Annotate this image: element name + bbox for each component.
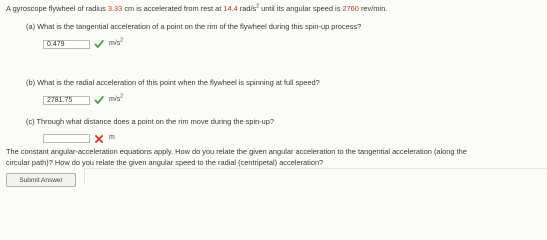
intro-text-b: cm is accelerated from rest at [124, 4, 222, 13]
check-icon [94, 95, 104, 105]
part-a-question: (a) What is the tangential acceleration of a point on the rim of the flywheel during this spin-up process? [26, 22, 362, 31]
part-a-unit: $m/s^2$ [109, 37, 124, 47]
x-icon [95, 135, 103, 143]
feedback-line-2: circular path)? How do you relate the given angular speed to the radial (centripetal) acceleration? [6, 158, 324, 167]
intro-text-a: A gyroscope flywheel of radius [6, 4, 106, 13]
problem-statement [6, 4, 387, 13]
part-b-answer-input[interactable] [43, 96, 90, 105]
check-icon [94, 39, 104, 49]
part-c-question: (c) Through what distance does a point on the rim move during the spin-up? [26, 117, 275, 126]
submit-answer-button[interactable]: Submit Answer [6, 173, 76, 187]
radius-value: 3.33 [107, 4, 123, 13]
intro-text-c: until its angular speed is [261, 4, 341, 13]
feedback-line-1: The constant angular-acceleration equations apply. How do you relate the given angular acceleration to the tangential acceleration (along the [6, 147, 467, 156]
part-c-answer-input[interactable] [43, 134, 90, 143]
intro-text-d: rev/min. [360, 4, 388, 13]
acceleration-unit: rad/$s^2$ [239, 3, 260, 13]
part-c-unit: m [109, 134, 115, 141]
part-b-question: (b) What is the radial acceleration of this point when the flywheel is spinning at full speed? [26, 78, 320, 87]
speed-value: 2760 [342, 4, 359, 13]
part-a-answer-input[interactable] [43, 40, 90, 49]
acceleration-value: 14.4 [223, 4, 238, 13]
submit-area-frame [84, 168, 547, 184]
part-b-unit: $m/s^2$ [109, 93, 124, 103]
